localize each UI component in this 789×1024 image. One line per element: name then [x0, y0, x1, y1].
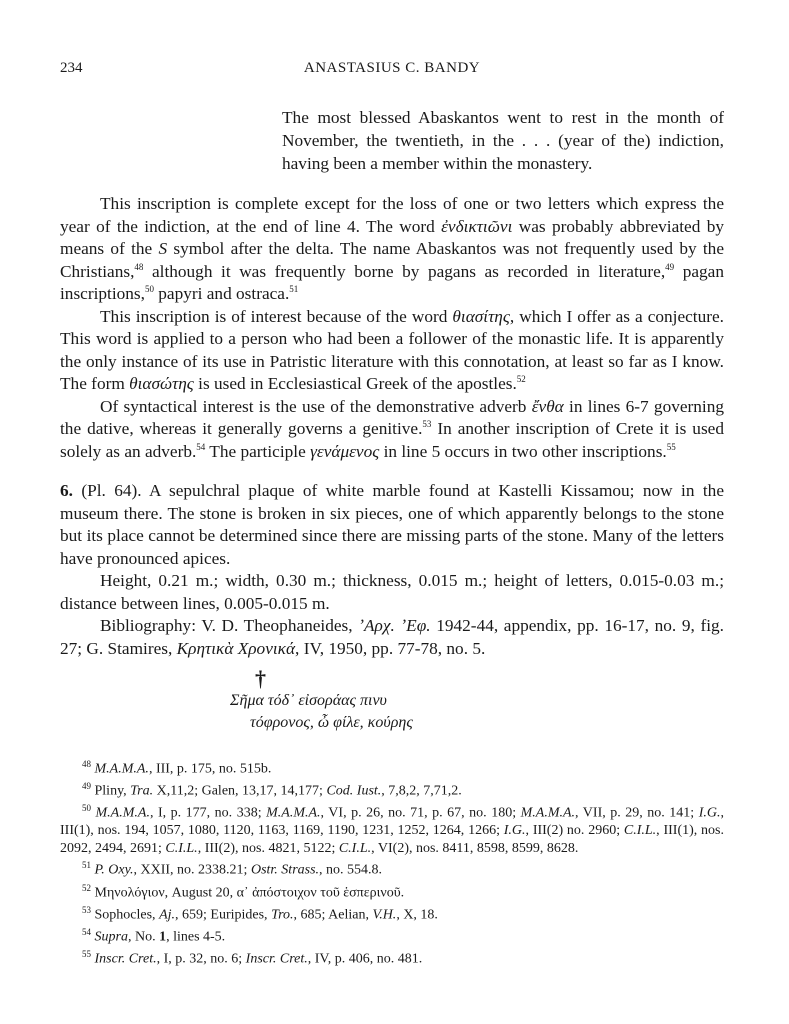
- footnote-number: 51: [82, 860, 91, 871]
- text-span: , IV, 1950, pp. 77-78, no. 5.: [295, 638, 486, 658]
- footnote-ref-52[interactable]: 52: [516, 374, 526, 385]
- text-span: 1: [159, 929, 167, 945]
- text-span: Μηνολόγιον, August 20, α᾽ ἀπόστοιχον τοῦ ἑσπερινοῦ.: [94, 885, 405, 901]
- journal-title: Κρητικὰ Χρονικά: [176, 638, 296, 658]
- text-span: Aj.: [159, 907, 176, 923]
- footnote-53: [60, 902, 724, 924]
- section-6: [60, 480, 724, 570]
- footnote-number: 50: [82, 803, 91, 814]
- text-span: , I, p. 177, no. 338;: [149, 805, 267, 821]
- page-number: 234: [60, 60, 83, 76]
- measurements: Height, 0.21 m.; width, 0.30 m.; thickness, 0.015 m.; height of letters, 0.015-0.03 m.; distance between lines, 0.005-0.015 m.: [60, 571, 724, 613]
- text-span: , VII, p. 29, no. 141;: [575, 805, 699, 821]
- footnote-number: 54: [82, 926, 91, 937]
- footnote-48: [60, 756, 724, 778]
- text-span: pagan inscriptions,: [60, 261, 724, 303]
- text-span: , which I offer as a conjecture. This word is applied to a person who had been a follower of the monastic life. It is apparently the only instance of its use in Patristic literature with this connotation, at least so far as I know. The form: [60, 306, 724, 393]
- text-span: C.I.L.: [165, 840, 198, 856]
- text-span: This inscription is of interest because of the word: [100, 306, 453, 326]
- greek-word: ἐνδικτιῶνι: [441, 216, 513, 236]
- footnote-49: [60, 778, 724, 800]
- text-span: Ostr. Strass.: [250, 863, 320, 879]
- text-span: Of syntactical interest is the use of the demonstrative adverb: [100, 396, 532, 416]
- text-span: in lines 6-7 governing the dative, whereas it generally governs a genitive.: [60, 396, 725, 438]
- text-span: , IV, p. 406, no. 481.: [307, 951, 423, 967]
- text-span: in line 5 occurs in two other inscriptions.: [379, 441, 667, 461]
- text-span: This inscription is complete except for the loss of one or two letters which express the year of the indiction, at the end of line 4. The word: [60, 194, 724, 236]
- text-span: Tro.: [271, 907, 294, 923]
- text-span: , VI, p. 26, no. 71, p. 67, no. 180;: [320, 805, 521, 821]
- text-span: although it was frequently borne by pagans as recorded in literature,: [143, 261, 666, 281]
- footnote-55: [60, 946, 724, 968]
- text-span: , III, p. 175, no. 515b.: [148, 761, 272, 777]
- running-header: [60, 60, 724, 84]
- text-span: , 7,8,2, 7,71,2.: [381, 783, 462, 799]
- footnote-number: 49: [82, 781, 91, 792]
- text-span: 1942-44, appendix, pp. 16-17, no. 9, fig. 27; G. Stamires,: [60, 616, 724, 658]
- text-span: (Pl. 64). A sepulchral plaque of white marble found at Kastelli Kissamou; now in the museum there. The stone is broken in six pieces, one of which apparently belongs to the stone but its place cannot be determined since there are missing parts of the stone. Many of the letters have pronounced apices.: [60, 481, 724, 568]
- italic-s: S: [158, 239, 168, 258]
- text-span: C.I.L.: [338, 840, 372, 856]
- text-span: X,11,2; Galen, 13,17, 14,177;: [153, 783, 327, 799]
- text-span: Supra: [94, 929, 128, 945]
- body-text: [60, 193, 724, 660]
- text-span: , III(2), nos. 4821, 5122;: [197, 840, 339, 856]
- text-span: Sophocles,: [94, 907, 160, 923]
- footnote-50: [60, 800, 724, 857]
- text-span: , VI(2), nos. 8411, 8598, 8599, 8628.: [371, 840, 579, 856]
- paragraph-3: [60, 396, 724, 464]
- greek-word: θιασώτης: [129, 374, 194, 393]
- footnote-ref-53[interactable]: 53: [422, 419, 432, 430]
- text-span: , X, 18.: [396, 907, 438, 923]
- greek-word: θιασίτης: [452, 306, 510, 326]
- text-span: The participle: [205, 441, 311, 461]
- footnote-number: 55: [82, 949, 91, 960]
- greek-word: γενάμενος: [310, 441, 380, 461]
- text-span: is used in Ecclesiastical Greek of the apostles.: [193, 374, 517, 393]
- text-span: , III(1), nos. 2092, 2494, 2691;: [60, 823, 724, 856]
- text-span: In another inscription of Crete it is used solely as an adverb.: [60, 419, 724, 461]
- paragraph-1: [60, 193, 724, 306]
- inscription-line-1: Σῆμα τόδ᾽ εἰσοράας πινυ: [230, 692, 387, 709]
- text-span: Inscr. Cret.: [94, 951, 157, 967]
- text-span: , III(1), nos. 194, 1057, 1080, 1120, 1163, 1169, 1190, 1231, 1252, 1264, 1266;: [60, 805, 724, 839]
- greek-inscription: [230, 690, 724, 734]
- text-span: Tra.: [130, 783, 154, 799]
- text-span: symbol after the delta. The name Abaskantos was not frequently used by the Christians,: [60, 239, 724, 281]
- footnote-ref-54[interactable]: 54: [196, 441, 206, 452]
- cross-symbol: †: [255, 666, 266, 691]
- text-span: was probably abbreviated by means of the: [60, 216, 724, 258]
- text-span: I.G.: [698, 805, 721, 821]
- text-span: M.A.M.A.: [95, 805, 150, 821]
- text-span: , 659; Euripides,: [175, 907, 272, 923]
- text-span: C.I.L.: [623, 823, 657, 839]
- text-span: papyri and ostraca.: [153, 284, 290, 303]
- text-span: Cod. Iust.: [326, 783, 382, 799]
- text-span: Pliny,: [94, 783, 131, 799]
- footnote-51: [60, 857, 724, 879]
- footnote-54: [60, 924, 724, 946]
- footnote-ref-55[interactable]: 55: [666, 441, 676, 452]
- footnote-number: 53: [82, 904, 91, 915]
- page: [60, 60, 724, 968]
- greek-word: ἔνθα: [531, 396, 564, 416]
- footnotes: [60, 756, 724, 968]
- footnote-ref-51[interactable]: 51: [289, 284, 299, 295]
- text-span: , No.: [127, 929, 160, 945]
- footnote-ref-50[interactable]: 50: [144, 284, 154, 295]
- inscription-line-2: τόφρονος, ὦ φίλε, κούρης: [250, 714, 413, 731]
- footnote-number: 52: [82, 882, 91, 893]
- section-6-description: [60, 480, 724, 570]
- text-span: , 685; Aelian,: [293, 907, 373, 923]
- journal-title: ʼΑρχ. ʼΕφ.: [358, 616, 431, 635]
- text-span: , I, p. 32, no. 6;: [156, 951, 246, 967]
- text-span: Inscr. Cret.: [245, 951, 308, 967]
- footnote-ref-49[interactable]: 49: [665, 261, 675, 272]
- section-number: 6.: [60, 481, 73, 500]
- text-span: , no. 554.8.: [319, 863, 383, 879]
- text-span: , III(2) no. 2960;: [525, 823, 624, 839]
- text-span: I.G.: [503, 823, 526, 839]
- text-span: M.A.M.A.: [520, 805, 576, 821]
- paragraph-2: [60, 306, 724, 396]
- inscription-translation: The most blessed Abaskantos went to rest in the month of November, the twentieth, in the . . . (year of the) indiction, having been a member within the monastery.: [282, 108, 724, 173]
- text-span: M.A.M.A.: [266, 805, 321, 821]
- text-span: V.H.: [372, 907, 397, 923]
- bibliography: [60, 615, 724, 660]
- text-span: , lines 4-5.: [166, 929, 226, 945]
- text-span: Bibliography: V. D. Theophaneides,: [100, 616, 359, 635]
- footnote-52: [60, 880, 724, 902]
- running-head-author: ANASTASIUS C. BANDY: [303, 60, 481, 76]
- text-span: M.A.M.A.: [94, 761, 149, 777]
- text-span: , XXII, no. 2338.21;: [133, 863, 251, 879]
- footnote-number: 48: [82, 759, 91, 769]
- footnote-ref-48[interactable]: 48: [134, 261, 144, 272]
- text-span: P. Oxy.: [94, 863, 134, 879]
